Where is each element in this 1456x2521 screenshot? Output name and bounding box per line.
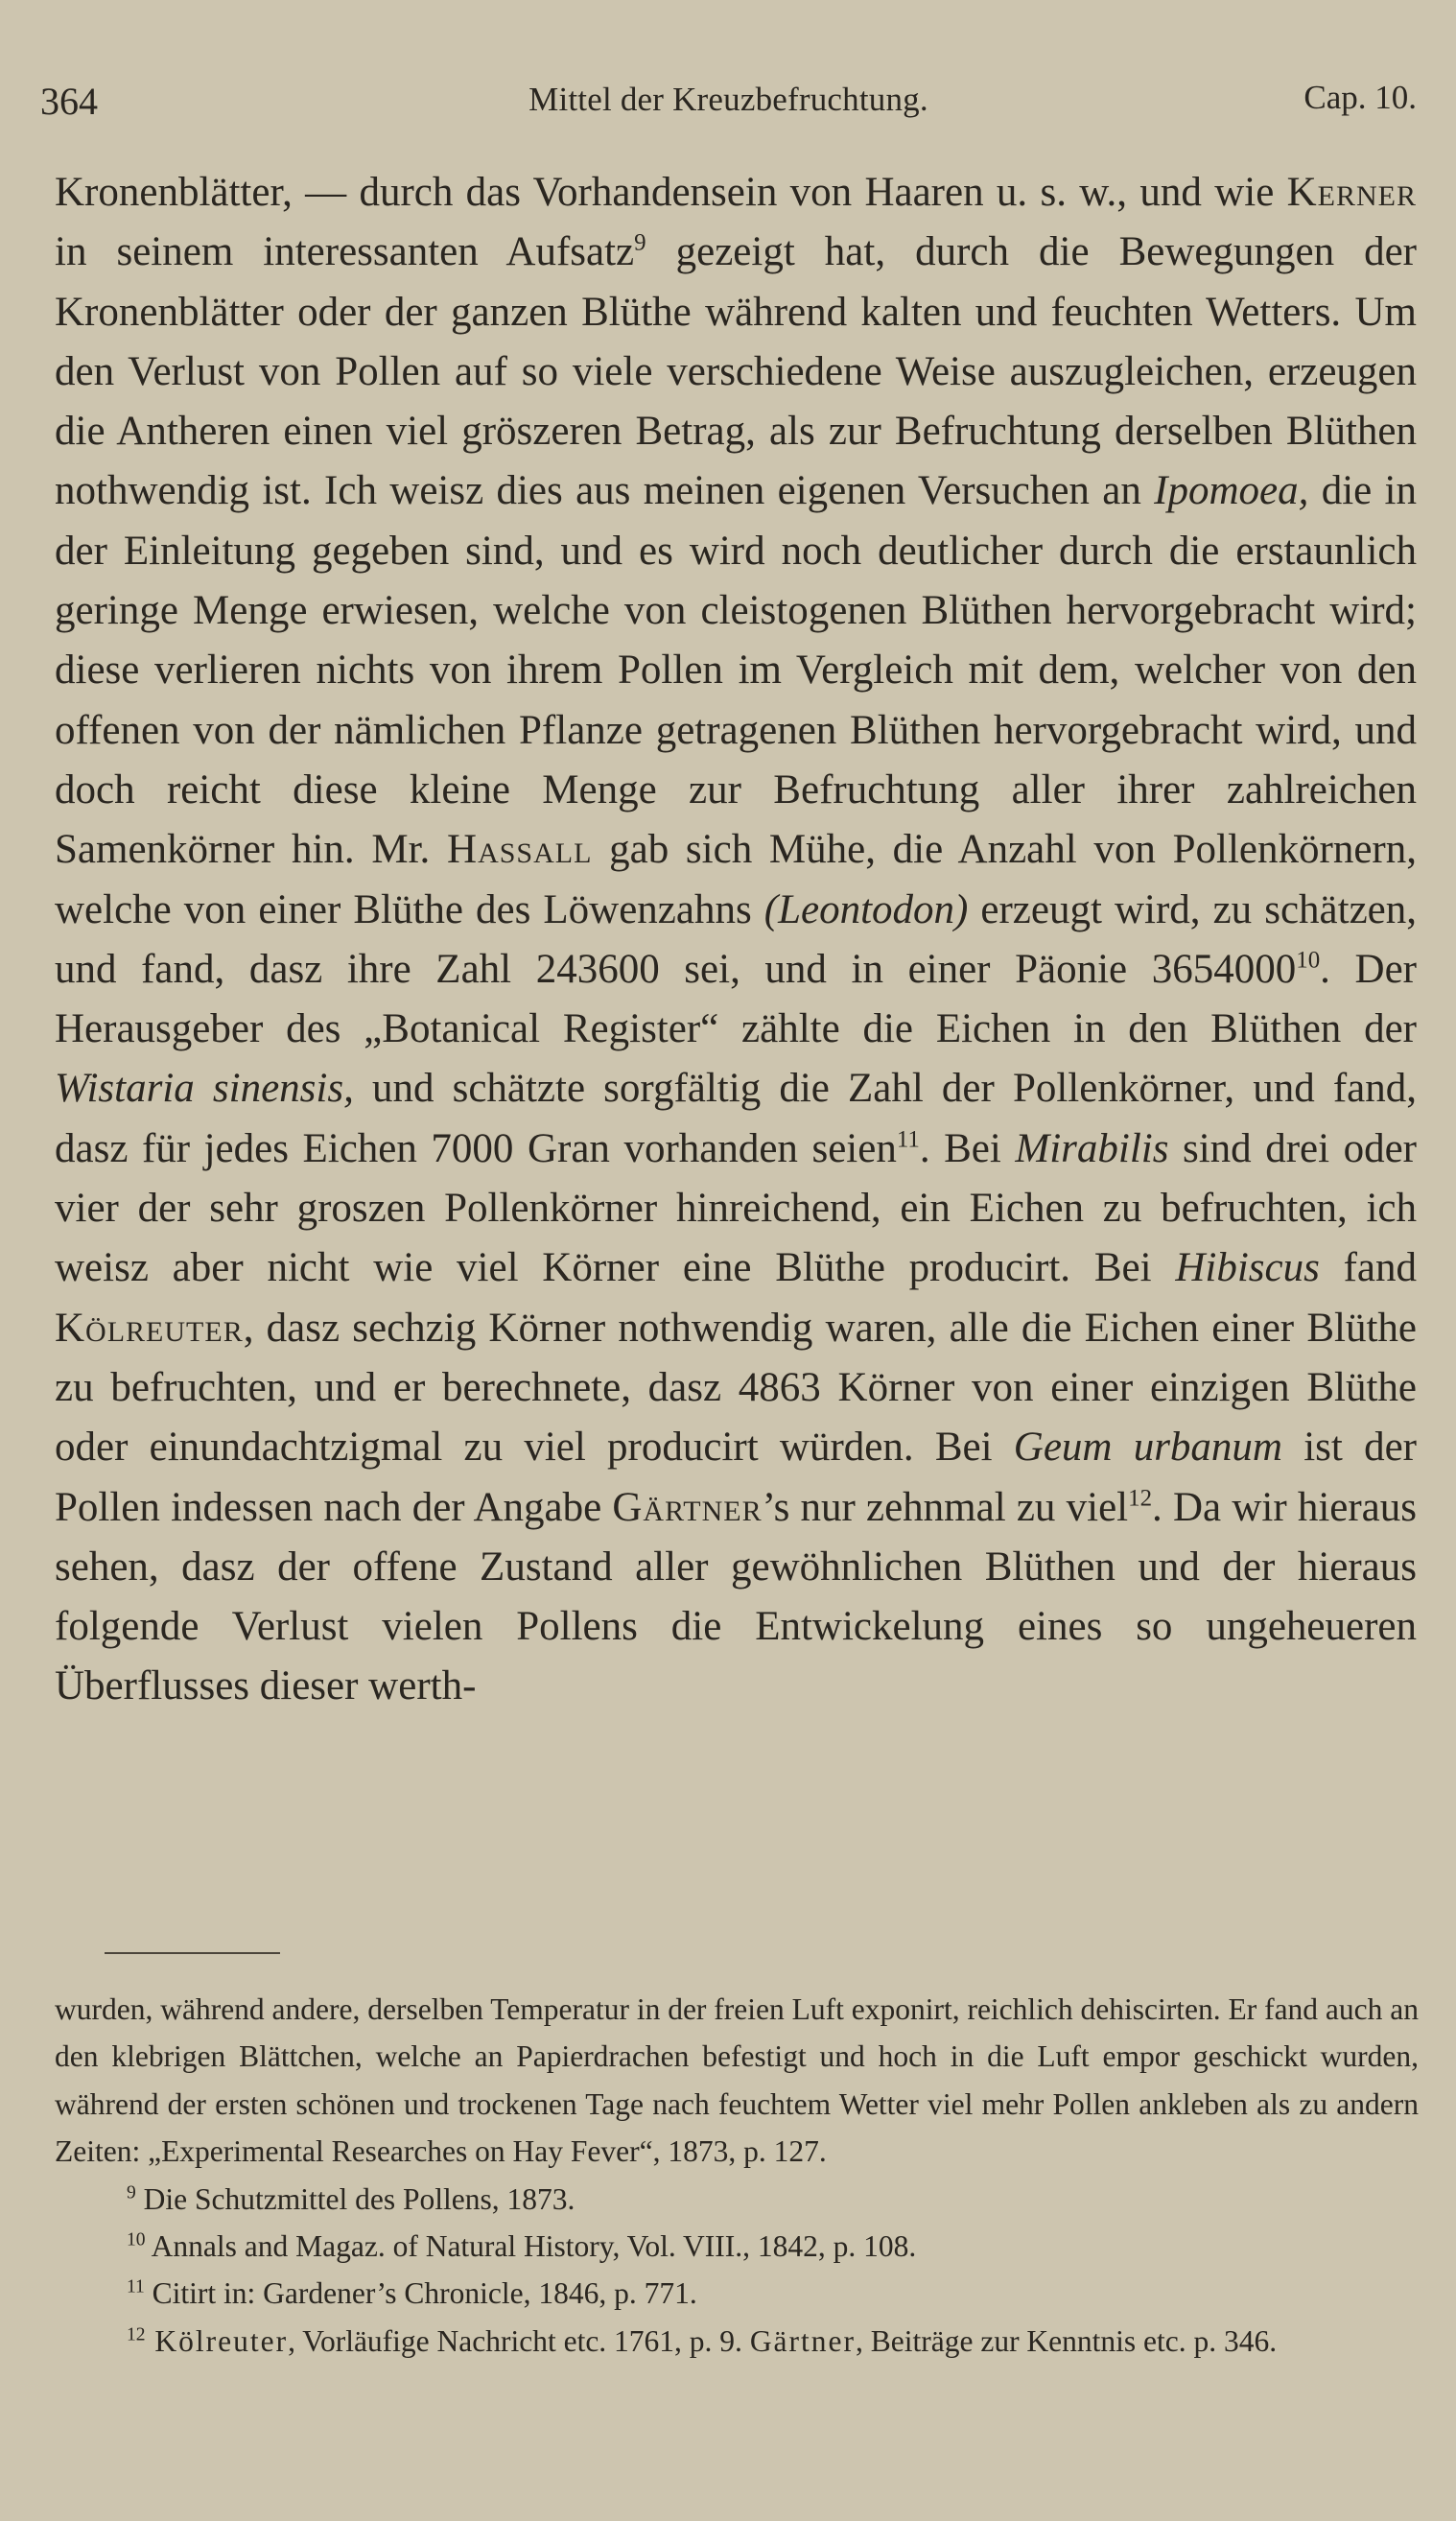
author-name: Kölreuter <box>145 2323 289 2358</box>
text-run: die in der Einleitung gegeben sind, und es wird noch deutlicher durch die erstaunlich geringe Menge erwiesen, welche von cleistogenen Blüthen hervorgebracht wird; diese verlieren nichts von ihrem Pollen im Vergleich mit dem, welcher von den offenen von der nämlichen Pflanze getragenen Blüthen hervorgebracht wird, und doch reicht diese kleine Menge zur Befruchtung aller ihrer zahlreichen Samenkörner hin. Mr. <box>55 468 1417 873</box>
footnote-12 <box>55 2318 1419 2365</box>
author-name: Kerner <box>1286 170 1417 215</box>
italic-term: Ipomoea, <box>1154 468 1309 514</box>
footnote-separator <box>105 1952 280 1954</box>
author-name: Hassall <box>447 827 593 873</box>
author-name: Gärtner <box>749 2323 857 2358</box>
text-run: , dasz sechzig Körner nothwendig waren, alle die Eichen einer Blüthe zu befruchten, und er berechnete, dasz 4863 Körner von einer einzigen Blüthe oder einundachtzigmal zu viel producirt würden. Bei <box>55 1305 1417 1471</box>
text-run: gab sich Mühe, die Anzahl von Pollenkörnern, welche von einer Blüthe des Löwenzahns <box>55 827 1417 932</box>
italic-term: Hibiscus <box>1175 1245 1320 1291</box>
footnote-marker: 11 <box>127 2276 145 2297</box>
footnote-text: Annals and Magaz. of Natural History, Vol. VIII., 1842, p. 108. <box>145 2229 917 2264</box>
footnote-text: , Beiträge zur Kenntnis etc. p. 346. <box>856 2323 1278 2358</box>
footnote-text: Die Schutzmittel des Pollens, 1873. <box>135 2181 575 2216</box>
text-run: . Der Herausgeber des „Botanical Register“ zählte die Eichen in den Blüthen der <box>55 946 1417 1052</box>
footnote-marker: 12 <box>127 2324 146 2345</box>
text-run: ist der Pollen indessen nach der Angabe <box>55 1425 1417 1530</box>
text-run: und schätzte sorgfältig die Zahl der Pollenkörner, und fand, dasz für jedes Eichen 7000 Gran vorhanden seien <box>55 1066 1418 1171</box>
author-name: Gärtner <box>612 1484 763 1530</box>
footnote-reference: 12 <box>1128 1485 1153 1512</box>
text-run: . Da wir hieraus sehen, dasz der offene Zustand aller gewöhnlichen Blüthen und der hieraus folgende Verlust vielen Pollens die Entwickelung eines so ungeheueren Überflusses dieser werth- <box>55 1484 1417 1709</box>
footnote-continuation: wurden, während andere, derselben Temperatur in der freien Luft exponirt, reichlich dehiscirten. Er fand auch an den klebrigen Blättchen, welche an Papierdrachen befestigt und hoch in die Luft empor geschickt wurden, während der ersten schönen und trockenen Tage nach feuchtem Wetter viel mehr Pollen ankleben als zu andern Zeiten: „Experimental Researches on Hay Fever“, 1873, p. 127. <box>55 1992 1419 2169</box>
footnote-marker: 9 <box>127 2182 136 2203</box>
footnote-reference: 11 <box>896 1126 920 1153</box>
text-run: fand <box>1319 1245 1418 1291</box>
footnote-10 <box>55 2223 1419 2270</box>
text-run: sind drei oder vier der sehr groszen Pollenkörner hinreichend, ein Eichen zu befruchten, ich weisz aber nicht wie viel Körner eine Blüthe producirt. Bei <box>55 1125 1417 1291</box>
italic-term: Wistaria sinensis, <box>55 1066 354 1112</box>
text-run: erzeugt wird, zu schätzen, und fand, dasz ihre Zahl 243600 sei, und in einer Päonie 3654000 <box>55 886 1417 992</box>
text-run: . Bei <box>919 1125 1016 1171</box>
main-text <box>55 163 1417 1717</box>
page-header <box>40 79 1417 127</box>
page-number: 364 <box>40 80 98 123</box>
footnote-11 <box>55 2270 1419 2317</box>
text-run: gezeigt hat, durch die Bewegungen der Kronenblätter oder der ganzen Blüthe während kalten und feuchten Wetters. Um den Verlust von Pollen auf so viele verschiedene Weise auszugleichen, erzeugen die Antheren einen viel gröszeren Betrag, als zur Befruchtung derselben Blüthen nothwendig ist. Ich weisz dies aus meinen eigenen Versuchen an <box>55 229 1417 514</box>
footnote-text: , Vorläufige Nachricht etc. 1761, p. 9. <box>288 2323 750 2358</box>
footnote-text: Citirt in: Gardener’s Chronicle, 1846, p. 771. <box>144 2276 697 2311</box>
footnote-reference: 10 <box>1296 947 1321 974</box>
italic-term: Geum urbanum <box>1013 1425 1282 1471</box>
italic-term: Mirabilis <box>1015 1125 1169 1171</box>
text-run: in seinem interessanten Aufsatz <box>55 229 635 275</box>
text-run: Kronenblätter, — durch das Vorhandensein von Haaren u. s. w., und wie <box>55 170 1287 215</box>
italic-term: (Leontodon) <box>763 886 969 932</box>
main-paragraph <box>55 163 1417 1717</box>
chapter-label: Cap. 10. <box>1303 79 1417 116</box>
author-name: Kölreuter <box>55 1305 244 1351</box>
footnote-reference: 9 <box>634 229 646 256</box>
footnote-9 <box>55 2176 1419 2223</box>
footnotes <box>55 1986 1419 2365</box>
running-title: Mittel der Kreuzbefruchtung. <box>528 81 928 118</box>
footnote-marker: 10 <box>127 2229 146 2250</box>
text-run: ’s nur zehnmal zu viel <box>762 1484 1129 1530</box>
